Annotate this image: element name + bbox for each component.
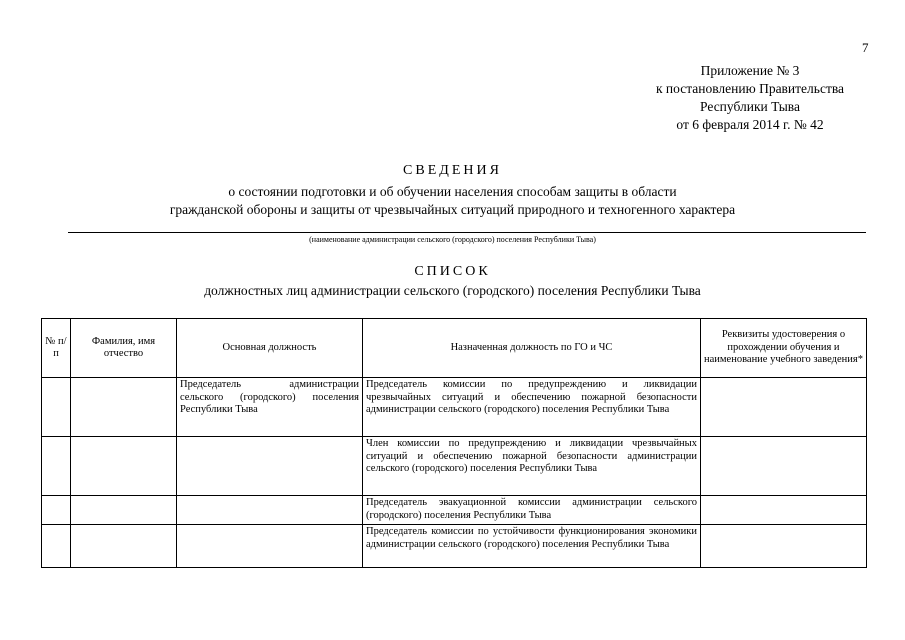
cell-go-position: Председатель комиссии по предупреждению и ликвидации чрезвычайных ситуаций и обеспечению пожарной безопасности администрации сельского (городского) поселения Республики Тыва <box>363 378 701 437</box>
appendix-line: Приложение № 3 <box>700 63 800 78</box>
cell-certificate <box>701 525 867 568</box>
table-row <box>42 437 867 496</box>
cell-number <box>42 437 71 496</box>
spisok-subtitle: должностных лиц администрации сельского (городского) поселения Республики Тыва <box>204 283 701 298</box>
header-go-position: Назначенная должность по ГО и ЧС <box>363 319 701 378</box>
appendix-block <box>600 62 900 134</box>
svedeniya-subtitle-line: о состоянии подготовки и об обучении населения способам защиты в области <box>228 184 677 199</box>
table-header-row <box>42 319 867 378</box>
cell-certificate <box>701 437 867 496</box>
appendix-line: к постановлению Правительства <box>655 81 845 96</box>
cell-main-position: Председатель администрации сельского (городского) поселения Республики Тыва <box>177 378 363 437</box>
table-row <box>42 496 867 525</box>
svedeniya-subtitle <box>0 183 905 219</box>
cell-main-position <box>177 496 363 525</box>
page-number: 7 <box>862 40 869 55</box>
header-number: № п/п <box>42 319 71 378</box>
cell-certificate <box>701 378 867 437</box>
officials-table <box>41 318 867 568</box>
administration-name-caption: (наименование администрации сельского (городского) поселения Республики Тыва) <box>309 235 596 244</box>
table-row <box>42 525 867 568</box>
appendix-line: от 6 февраля 2014 г. № 42 <box>676 117 824 132</box>
cell-certificate <box>701 496 867 525</box>
cell-full-name <box>71 525 177 568</box>
header-certificate: Реквизиты удостоверения о прохождении обучения и наименование учебного заведения* <box>701 319 867 378</box>
cell-go-position: Председатель комиссии по устойчивости функционирования экономики администрации сельского (городского) поселения Республики Тыва <box>363 525 701 568</box>
svedeniya-subtitle-line: гражданской обороны и защиты от чрезвычайных ситуаций природного и техногенного характера <box>169 202 736 217</box>
cell-number <box>42 496 71 525</box>
cell-main-position <box>177 437 363 496</box>
svedeniya-title: СВЕДЕНИЯ <box>403 163 502 178</box>
appendix-line: Республики Тыва <box>700 99 800 114</box>
cell-number <box>42 378 71 437</box>
spisok-title: СПИСОК <box>414 264 491 279</box>
cell-go-position: Член комиссии по предупреждению и ликвидации чрезвычайных ситуаций и обеспечению пожарной безопасности администрации сельского (городского) поселения Республики Тыва <box>363 437 701 496</box>
cell-full-name <box>71 378 177 437</box>
cell-main-position <box>177 525 363 568</box>
table-row <box>42 378 867 437</box>
header-main-position: Основная должность <box>177 319 363 378</box>
cell-full-name <box>71 437 177 496</box>
cell-full-name <box>71 496 177 525</box>
header-full-name: Фамилия, имя отчество <box>71 319 177 378</box>
cell-go-position: Председатель эвакуационной комиссии администрации сельского (городского) поселения Республики Тыва <box>363 496 701 525</box>
cell-number <box>42 525 71 568</box>
administration-name-line <box>68 232 866 233</box>
